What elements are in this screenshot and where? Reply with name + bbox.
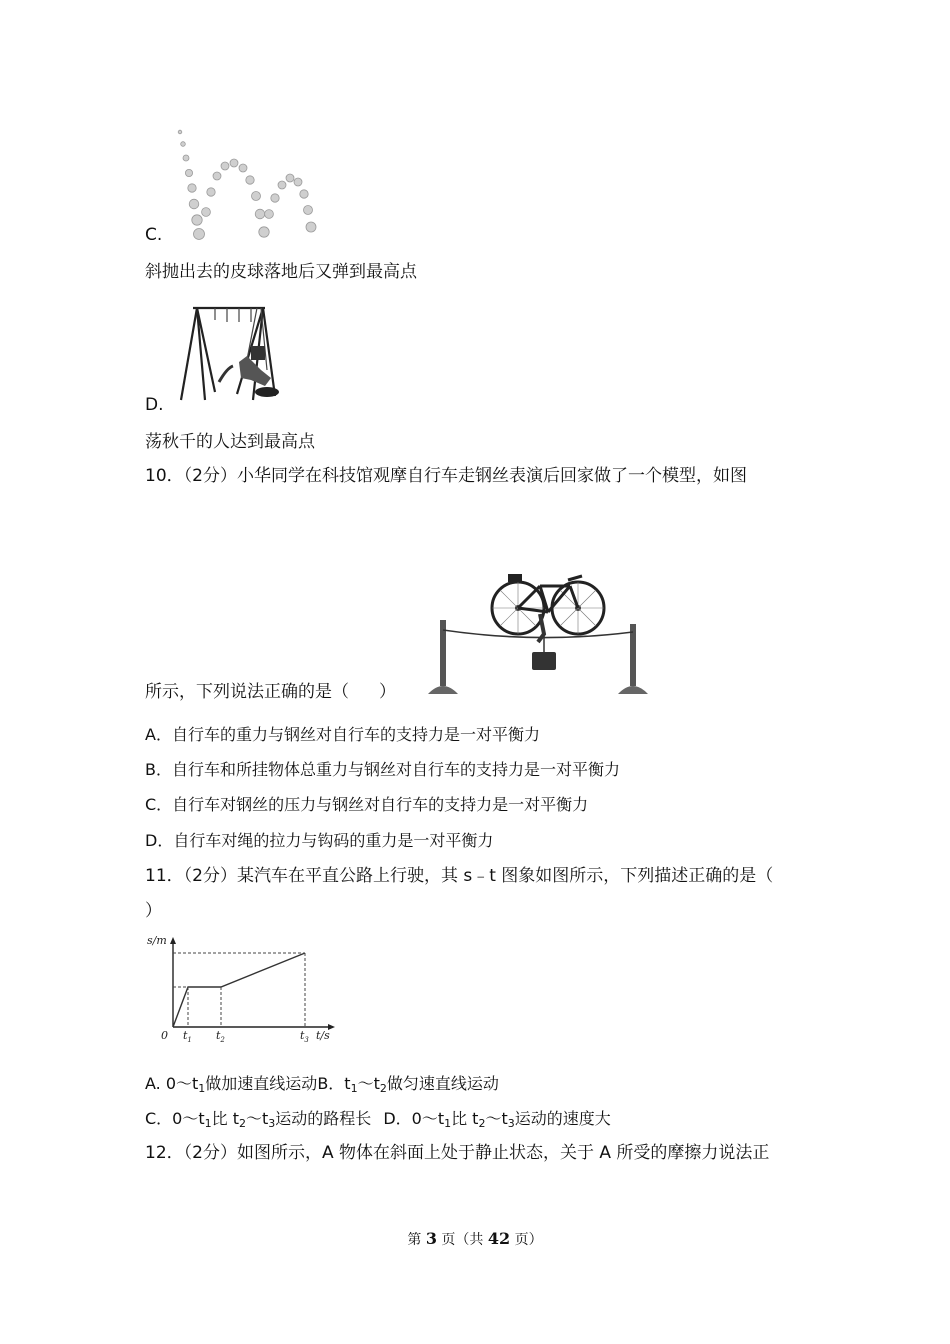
page-number: 3 xyxy=(425,1229,437,1248)
q11-option-d: D．$0\sim t_1$比 $t_2\sim t_3$运动的速度大 xyxy=(383,1109,611,1130)
q10-stem-line2-prefix: 所示，下列说法正确的是（ xyxy=(145,682,349,702)
q10-option-b: B．自行车和所挂物体总重力与钢丝对自行车的支持力是一对平衡力 xyxy=(145,760,620,779)
q10-option-a: A．自行车的重力与钢丝对自行车的支持力是一对平衡力 xyxy=(145,725,540,744)
q10-stem-line1: 10．（2分）小华同学在科技馆观摩自行车走钢丝表演后回家做了一个模型，如图 xyxy=(145,466,747,486)
t2-label: $t_2$ xyxy=(216,1029,225,1044)
q11-options-cd xyxy=(145,1106,611,1130)
swing-image xyxy=(175,300,295,408)
bouncing-ball-image xyxy=(170,128,320,243)
q10-stem-line2-suffix: ） xyxy=(379,682,396,702)
q11-option-b: B．$t_1\sim t_2$做匀速直线运动 xyxy=(317,1074,499,1095)
q9-option-c-caption: 斜抛出去的皮球落地后又弹到最高点 xyxy=(145,262,417,282)
q11-option-c: C．$0\sim t_1$比 $t_2\sim t_3$运动的路程长 xyxy=(145,1109,372,1130)
origin-label: 0 xyxy=(161,1029,168,1042)
bicycle-tightrope-image xyxy=(428,574,668,696)
s-t-line xyxy=(173,953,305,1027)
s-t-graph xyxy=(145,935,345,1047)
q12-stem-line1: 12．（2分）如图所示，A 物体在斜面上处于静止状态，关于 A 所受的摩擦力说法正 xyxy=(145,1143,770,1163)
q11-stem-line2: ） xyxy=(145,901,162,921)
t1-label: $t_1$ xyxy=(183,1029,192,1044)
q9-option-d-caption: 荡秋千的人达到最高点 xyxy=(145,432,315,452)
s-axis-label: s/m xyxy=(147,934,167,947)
q9-option-c-label: C. xyxy=(145,225,163,245)
t3-label: $t_3$ xyxy=(300,1029,309,1044)
s-axis-arrow xyxy=(170,937,176,944)
t-axis-unit: t/s xyxy=(316,1029,330,1042)
q11-options-ab xyxy=(145,1071,499,1095)
q10-option-c: C．自行车对钢丝的压力与钢丝对自行车的支持力是一对平衡力 xyxy=(145,795,589,814)
q9-option-d-label: D. xyxy=(145,395,164,415)
q10-stem-line2 xyxy=(145,680,396,704)
page-footer: 第 3 页（共 42 页） xyxy=(407,1229,543,1248)
q11-stem-line1: 11．（2分）某汽车在平直公路上行驶，其 s﹣t 图象如图所示，下列描述正确的是（ xyxy=(145,866,774,886)
q11-option-a: A. $0\sim t_1$做加速直线运动 xyxy=(145,1074,318,1095)
q10-option-d: D．自行车对绳的拉力与钩码的重力是一对平衡力 xyxy=(145,831,494,850)
total-pages: 42 xyxy=(487,1229,511,1248)
